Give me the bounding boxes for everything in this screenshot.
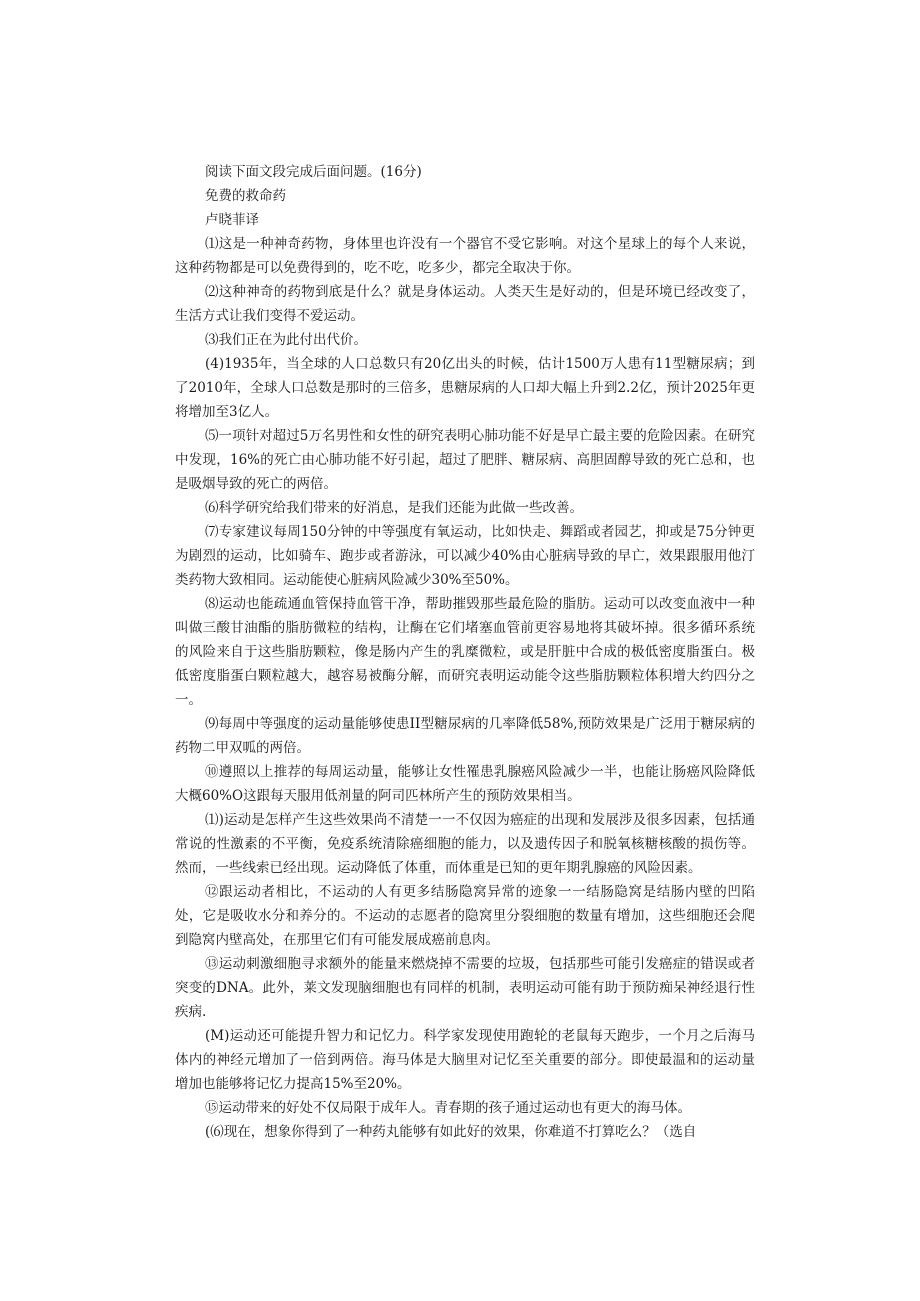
paragraph-7: ⑺专家建议每周150分钟的中等强度有氧运动，比如快走、舞蹈或者园艺，抑或是75分钟更为剧烈的运动，比如骑车、跑步或者游泳，可以减少40%由心脏病导致的早亡，效果跟服用他汀类药物大致相同。运动能使心脏病风险减少30%至50%。 — [175, 524, 755, 588]
paragraph-13: ⑬运动刺激细胞寻求额外的能量来燃烧掉不需要的垃圾，包括那些可能引发癌症的错误或者突变的DNA。此外，莱文发现脑细胞也有同样的机制，表明运动可能有助于预防痴呆神经退行性疾病. — [175, 956, 755, 1020]
question-instruction: 阅读下面文段完成后面问题。(16分) — [205, 164, 422, 180]
paragraph-11: ⑴)运动是怎样产生这些效果尚不清楚一一不仅因为癌症的出现和发展涉及很多因素，包括通常说的性激素的不平衡，免疫系统清除癌细胞的能力，以及遗传因子和脱氧核糖核酸的损伤等。然而，一些线索已经出现。运动降低了体重，而体重是已知的更年期乳腺癌的风险因素。 — [175, 812, 755, 876]
paragraph-2: ⑵这种神奇的药物到底是什么？就是身体运动。人类天生是好动的，但是环境已经改变了，生活方式让我们变得不爱运动。 — [175, 284, 755, 324]
paragraph-15: ⑮运动带来的好处不仅局限于成年人。青春期的孩子通过运动也有更大的海马体。 — [205, 1100, 691, 1116]
paragraph-1: ⑴这是一种神奇药物，身体里也许没有一个器官不受它影响。对这个星球上的每个人来说，这种药物都是可以免费得到的，吃不吃，吃多少，都完全取决于你。 — [175, 236, 755, 276]
paragraph-5: ⑸一项针对超过5万名男性和女性的研究表明心肺功能不好是早亡最主要的危险因素。在研究中发现，16%的死亡由心肺功能不好引起，超过了肥胖、糖尿病、高胆固醇导致的死亡总和，也是吸烟导致的死亡的两倍。 — [175, 428, 755, 492]
paragraph-16: (⑹现在，想象你得到了一种药丸能够有如此好的效果，你难道不打算吃么？（选自 — [205, 1124, 697, 1140]
article-title: 免费的救命药 — [205, 188, 286, 204]
document-body — [175, 160, 755, 1144]
paragraph-6: ⑹科学研究给我们带来的好消息，是我们还能为此做一些改善。 — [205, 500, 583, 516]
paragraph-12: ⑫跟运动者相比，不运动的人有更多结肠隐窝异常的迹象一一结肠隐窝是结肠内壁的凹陷处，它是吸收水分和养分的。不运动的志愿者的隐窝里分裂细胞的数量有增加，这些细胞还会爬到隐窝内壁高处，在那里它们有可能发展成癌前息肉。 — [175, 884, 755, 948]
article-translator: 卢晓菲译 — [205, 212, 259, 228]
paragraph-8: ⑻运动也能疏通血管保持血管干净，帮助摧毁那些最危险的脂肪。运动可以改变血液中一种叫做三酸甘油酯的脂肪微粒的结构，让酶在它们堵塞血管前更容易地将其破坏掉。很多循环系统的风险来自于这些脂肪颗粒，像是肠内产生的乳糜微粒，或是肝脏中合成的极低密度脂蛋白。极低密度脂蛋白颗粒越大，越容易被酶分解，而研究表明运动能令这些脂肪颗粒体积增大约四分之一。 — [175, 596, 755, 708]
paragraph-10: ⑩遵照以上推荐的每周运动量，能够让女性罹患乳腺癌风险减少一半，也能让肠癌风险降低大概60%O这跟每天服用低剂量的阿司匹林所产生的预防效果相当。 — [175, 764, 755, 804]
paragraph-3: ⑶我们正在为此付出代价。 — [205, 332, 367, 348]
paragraph-14: (M)运动还可能提升智力和记忆力。科学家发现使用跑轮的老鼠每天跑步，一个月之后海马体内的神经元增加了一倍到两倍。海马体是大脑里对记忆至关重要的部分。即使最温和的运动量增加也能够将记忆力提高15%至20%。 — [175, 1028, 755, 1092]
paragraph-4: (4)1935年，当全球的人口总数只有20亿出头的时候，估计1500万人患有11型糖尿病；到了2010年，全球人口总数是那时的三倍多，患糖尿病的人口却大幅上升到2.2亿，预计2025年更将增加至3亿人。 — [175, 356, 755, 420]
paragraph-9: ⑼每周中等强度的运动量能够使患II型糖尿病的几率降低58%,预防效果是广泛用于糖尿病的药物二甲双呱的两倍。 — [175, 716, 755, 756]
